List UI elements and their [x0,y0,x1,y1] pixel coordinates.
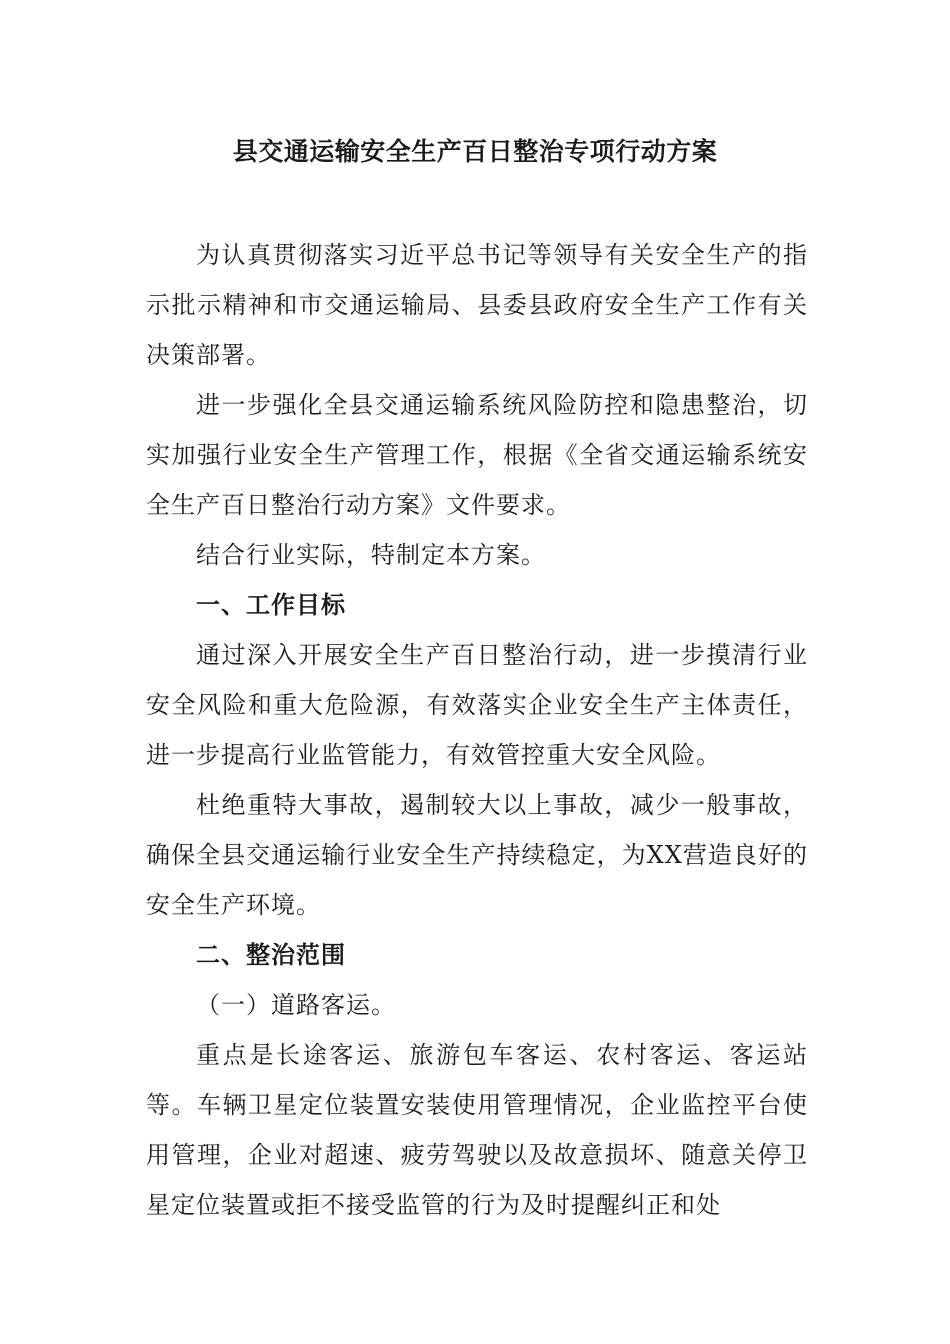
section-heading-scope: 二、整治范围 [196,941,346,969]
section-heading-goals: 一、工作目标 [196,591,346,619]
paragraph-intro-3: 结合行业实际，特制定本方案。 [196,541,546,569]
paragraph-intro-1: 为认真贯彻落实习近平总书记等领导有关安全生产的指示批示精神和市交通运输局、县委县政府安全生产工作有关决策部署。 [146,241,808,369]
paragraph-goals-2: 杜绝重特大事故，遏制较大以上事故，减少一般事故，确保全县交通运输行业安全生产持续稳定，为XX营造良好的安全生产环境。 [146,791,808,919]
subsection-road-passenger: （一）道路客运。 [196,991,396,1019]
paragraph-intro-2: 进一步强化全县交通运输系统风险防控和隐患整治，切实加强行业安全生产管理工作，根据《全省交通运输系统安全生产百日整治行动方案》文件要求。 [146,391,808,519]
document-body [146,230,808,1230]
document-title: 县交通运输安全生产百日整治专项行动方案 [232,137,718,166]
paragraph-goals-1: 通过深入开展安全生产百日整治行动，进一步摸清行业安全风险和重大危险源，有效落实企业安全生产主体责任，进一步提高行业监管能力，有效管控重大安全风险。 [146,641,808,769]
paragraph-scope-1: 重点是长途客运、旅游包车客运、农村客运、客运站等。车辆卫星定位装置安装使用管理情况，企业监控平台使用管理，企业对超速、疲劳驾驶以及故意损坏、随意关停卫星定位装置或拒不接受监管的行为及时提醒纠正和处 [146,1041,808,1219]
